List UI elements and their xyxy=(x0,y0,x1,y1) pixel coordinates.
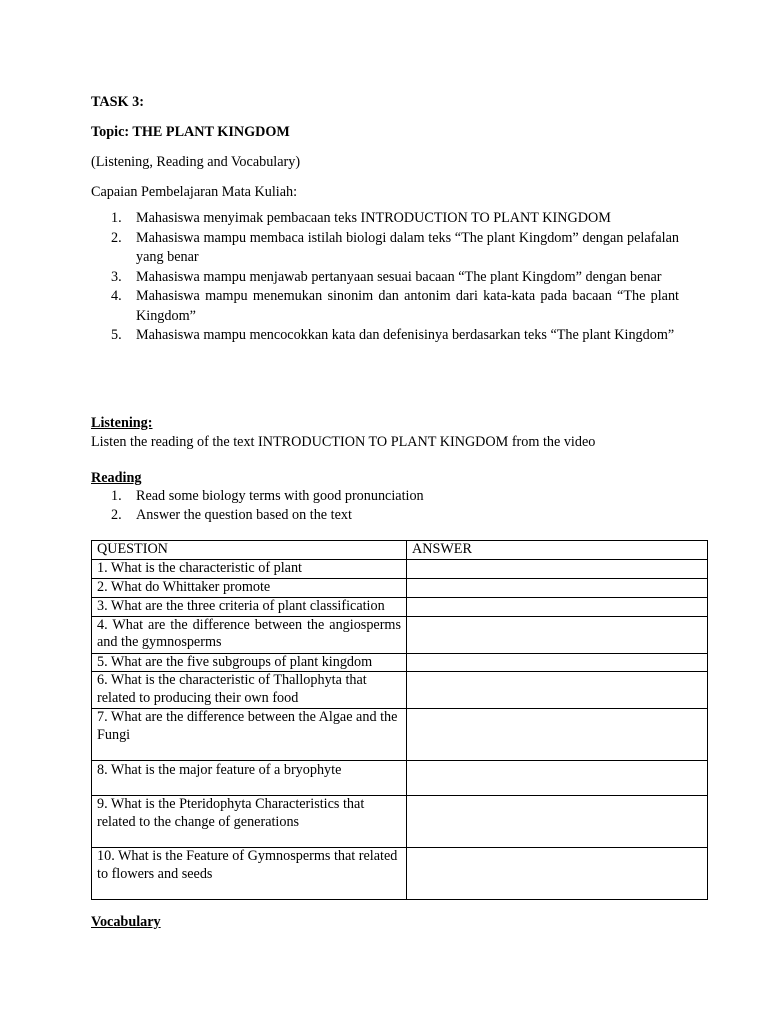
question-cell: 8. What is the major feature of a bryophyte xyxy=(92,761,407,796)
objective-number: 5. xyxy=(111,327,122,343)
table-row xyxy=(92,616,708,653)
answer-cell[interactable] xyxy=(407,653,708,672)
reading-task-text: Answer the question based on the text xyxy=(136,507,352,523)
objective-item xyxy=(91,229,679,268)
question-cell: 4. What are the difference between the angiosperms and the gymnosperms xyxy=(92,616,407,653)
objective-text: Mahasiswa mampu menemukan sinonim dan antonim dari kata-kata pada bacaan “The plant Kingdom” xyxy=(136,288,679,324)
listening-instruction: Listen the reading of the text INTRODUCTION TO PLANT KINGDOM from the video xyxy=(91,434,596,450)
reading-task-text: Read some biology terms with good pronunciation xyxy=(136,488,424,504)
question-cell: 5. What are the five subgroups of plant kingdom xyxy=(92,653,407,672)
objective-item xyxy=(91,287,679,326)
reading-task-item xyxy=(91,506,679,525)
table-row xyxy=(92,672,708,709)
objective-text: Mahasiswa mampu membaca istilah biologi dalam teks “The plant Kingdom” dengan pelafalan yang benar xyxy=(136,229,679,265)
question-cell: 3. What are the three criteria of plant classification xyxy=(92,597,407,616)
table-row xyxy=(92,796,708,848)
question-cell: 10. What is the Feature of Gymnosperms that related to flowers and seeds xyxy=(92,848,407,900)
answer-cell[interactable] xyxy=(407,579,708,598)
question-cell: 1. What is the characteristic of plant xyxy=(92,560,407,579)
table-row xyxy=(92,560,708,579)
table-header-row xyxy=(92,541,708,560)
question-answer-table xyxy=(91,540,708,900)
topic-heading: Topic: THE PLANT KINGDOM xyxy=(91,124,290,140)
table-row xyxy=(92,653,708,672)
objective-item xyxy=(91,209,679,229)
answer-cell[interactable] xyxy=(407,761,708,796)
objective-item xyxy=(91,326,679,346)
listening-heading: Listening: xyxy=(91,415,153,431)
question-column-header: QUESTION xyxy=(92,541,407,560)
table-row xyxy=(92,761,708,796)
vocabulary-heading: Vocabulary xyxy=(91,914,161,930)
question-cell: 6. What is the characteristic of Thallophyta that related to producing their own food xyxy=(92,672,407,709)
objectives-heading: Capaian Pembelajaran Mata Kuliah: xyxy=(91,184,298,200)
table-row xyxy=(92,709,708,761)
answer-cell[interactable] xyxy=(407,709,708,761)
reading-task-number: 2. xyxy=(111,507,122,523)
objective-text: Mahasiswa mampu menjawab pertanyaan sesuai bacaan “The plant Kingdom” dengan benar xyxy=(136,268,662,285)
table-row xyxy=(92,579,708,598)
question-cell: 7. What are the difference between the Algae and the Fungi xyxy=(92,709,407,761)
reading-heading: Reading xyxy=(91,470,142,486)
table-row xyxy=(92,848,708,900)
objective-number: 2. xyxy=(111,229,122,246)
reading-task-item xyxy=(91,487,679,506)
reading-tasks-list xyxy=(91,487,679,525)
answer-cell[interactable] xyxy=(407,796,708,848)
objective-number: 1. xyxy=(111,210,122,226)
answer-cell[interactable] xyxy=(407,672,708,709)
answer-cell[interactable] xyxy=(407,616,708,653)
objective-number: 3. xyxy=(111,268,122,285)
table-row xyxy=(92,597,708,616)
objective-number: 4. xyxy=(111,288,122,304)
answer-cell[interactable] xyxy=(407,848,708,900)
skills-subtitle: (Listening, Reading and Vocabulary) xyxy=(91,154,301,170)
answer-cell[interactable] xyxy=(407,560,708,579)
objective-text: Mahasiswa menyimak pembacaan teks INTRODUCTION TO PLANT KINGDOM xyxy=(136,210,611,226)
objectives-list xyxy=(91,209,679,346)
question-cell: 9. What is the Pteridophyta Characteristics that related to the change of generations xyxy=(92,796,407,848)
question-cell: 2. What do Whittaker promote xyxy=(92,579,407,598)
answer-column-header: ANSWER xyxy=(407,541,708,560)
answer-cell[interactable] xyxy=(407,597,708,616)
reading-task-number: 1. xyxy=(111,488,122,504)
objective-item xyxy=(91,268,679,288)
task-heading: TASK 3: xyxy=(91,94,144,110)
objective-text: Mahasiswa mampu mencocokkan kata dan defenisinya berdasarkan teks “The plant Kingdom” xyxy=(136,327,675,343)
